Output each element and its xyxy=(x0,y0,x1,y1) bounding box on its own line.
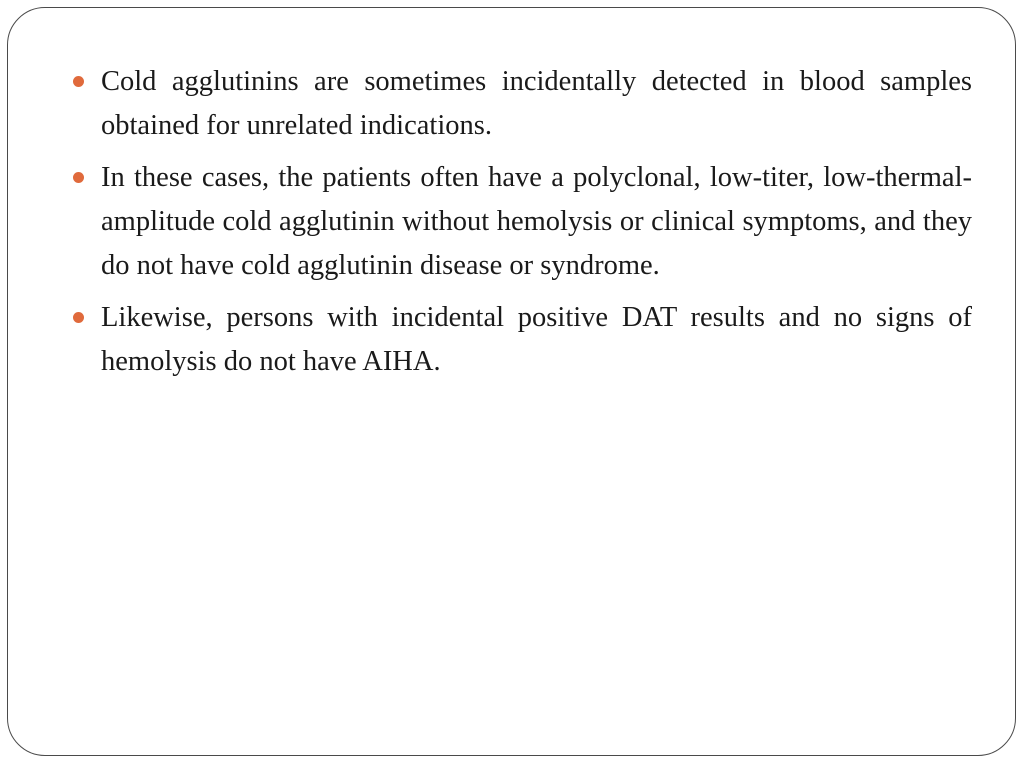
bullet-item xyxy=(70,156,972,288)
bullet-text: Likewise, persons with incidental positive DAT results and no signs of hemolysis do not have AIHA. xyxy=(101,302,972,377)
bullet-dot-icon xyxy=(73,312,84,323)
bullet-text: In these cases, the patients often have a polyclonal, low-titer, low-thermal-amplitude cold agglutinin without hemolysis or clinical symptoms, and they do not have cold agglutinin disease or syndrome. xyxy=(101,162,972,281)
bullet-list xyxy=(70,60,972,392)
bullet-dot-icon xyxy=(73,76,84,87)
bullet-dot-icon xyxy=(73,172,84,183)
bullet-item xyxy=(70,60,972,148)
slide-frame xyxy=(7,7,1016,756)
bullet-text: Cold agglutinins are sometimes incidentally detected in blood samples obtained for unrelated indications. xyxy=(101,66,972,141)
bullet-item xyxy=(70,296,972,384)
